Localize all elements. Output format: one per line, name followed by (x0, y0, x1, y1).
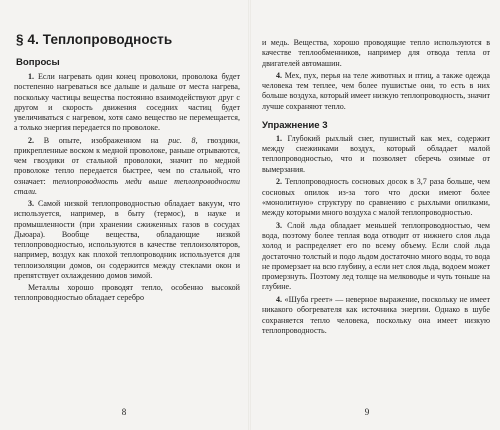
exercise-answer-4 (262, 295, 490, 336)
answer-text: Самой низкой теплопроводностью обладает вакуум, что используется, например, в быту (термос), в науке и промышленности (при хранении сжиженных газов в сосудах Дьюара). Вообще вещества, обладающие низкой теплопроводностью, используются в качестве теплоизоляторов, например, воздух как плохой теплопроводник используется для теплоизоляции домов, он содержится между стеклами окон и препятствует охлаждению домов зимой. (14, 199, 240, 280)
answer-text: Мех, пух, перья на теле животных и птиц, а также одежда человека тем теплее, чем более пушистые они, то есть в них больше воздуха, который имеет низкую теплопроводность, значит лучше сохраняют тепло. (262, 70, 490, 111)
answer-4 (262, 71, 490, 112)
exercise-answer-1 (262, 134, 490, 175)
figure-reference: рис. 8 (168, 135, 196, 145)
right-page (250, 0, 500, 430)
answer-number: 2. (276, 177, 283, 187)
answer-text: Теплопроводность сосновых досок в 3,7 раза больше, чем сосновых опилок из-за того что доски имеют более «монолитную» структуру по сравнению с рыхлыми опилками, между которыми много воздуха с малой теплопроводностью. (262, 177, 490, 217)
answer-conclusion: теплопроводность меди выше теплопроводности стали. (14, 176, 241, 196)
answer-text: В опыте, изображенном на (34, 135, 169, 145)
answer-number: 1. (276, 133, 283, 143)
answer-number: 3. (28, 199, 35, 208)
exercise-answers (262, 134, 490, 336)
answer-text: Глубокий рыхлый снег, пушистый как мех, содержит между снежинками воздух, который обладает малой теплопроводностью, что и позволяет сберечь озимые от вымерзания. (262, 133, 490, 174)
answer-2 (14, 136, 240, 198)
section-title-questions: Вопросы (16, 57, 60, 68)
answer-number: 1. (28, 72, 35, 81)
section-title-exercise: Упражнение 3 (262, 119, 328, 131)
exercise-answer-2 (262, 177, 490, 218)
answer-text: Если нагревать один конец проволоки, проволока будет постепенно нагреваться все дальше и дальше от места нагрева, поскольку частицы вещества постоянно взаимодействуют друг с другом и скорость движения соседних частиц будет увеличиваться с нагревом, хотя само вещество не перемещается, а только энергия передается по проволоке. (14, 72, 240, 133)
answer-number: 2. (28, 135, 35, 145)
answer-number: 3. (276, 220, 283, 230)
paragraph-continued: и медь. Вещества, хорошо проводящие тепло используются в качестве теплообменников, например для отвода тепла от двигателей автомашин. (262, 38, 490, 68)
answer-3 (14, 199, 240, 281)
chapter-title: § 4. Теплопроводность (16, 32, 173, 47)
answer-text: Слой льда обладает меньшей теплопроводностью, чем вода, поэтому более теплая вода отводит от нижнего слоя льда холод и распределяет его по всему объему. Если слой льда достаточно толстый и подо льдом достаточно много воды, то вода не промерзает на всю глубину, а если нет слоя льда, водоем может промерзнуть. Поэтому лед толще на мелководье и чуть тоньше на глубине. (262, 220, 490, 292)
answer-text: «Шуба греет» — неверное выражение, поскольку не имеет никакого обогревателя как источника энергии. Однако в шубе сохраняется тепло человека, поскольку она имеет низкую теплопроводность. (262, 295, 490, 335)
answer-number: 4. (276, 295, 283, 304)
page-number: 9 (364, 407, 370, 417)
exercise-answer-3 (262, 221, 490, 293)
page-number: 8 (121, 407, 127, 417)
answer-number: 4. (276, 70, 283, 80)
answer-1 (14, 72, 240, 134)
answer-text: , гвоздики, прикрепленные воском к медной проволоке, раньше отрываются, чем гвоздики от стальной проволоки, значит по медной проволоке тепло передается быстрее, чем по стальной, что означает: (14, 135, 240, 186)
paragraph-metals: Металлы хорошо проводят тепло, особенно высокой теплопроводностью обладает серебро (14, 283, 240, 303)
